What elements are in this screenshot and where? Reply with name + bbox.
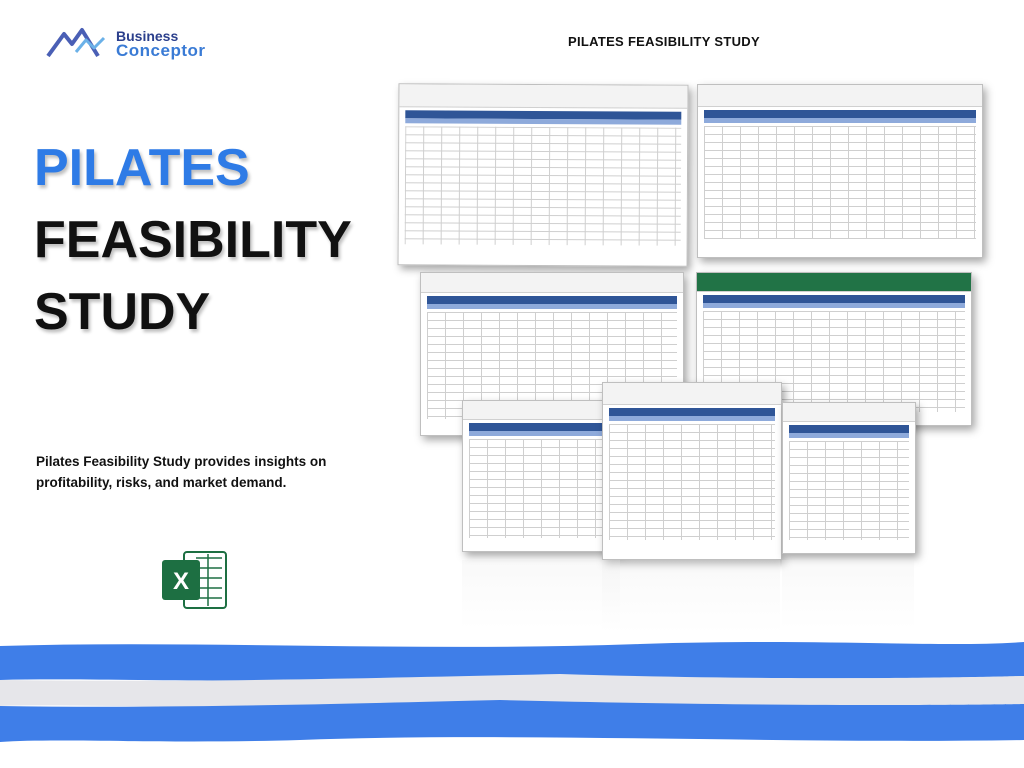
spreadsheet-screenshot-7: [782, 402, 916, 554]
hero-title: [34, 132, 352, 348]
spreadsheet-screenshot-5: [462, 400, 622, 552]
hero-title-line2: FEASIBILITY: [34, 211, 352, 269]
spreadsheet-screenshot-2: [697, 84, 983, 258]
mountain-logo-icon: [46, 26, 110, 60]
hero-title-line3: STUDY: [34, 283, 211, 341]
spreadsheet-screenshot-6: [602, 382, 782, 560]
description-text: Pilates Feasibility Study provides insights on profitability, risks, and market demand.: [36, 454, 327, 490]
brand-logo: [46, 24, 216, 60]
spreadsheet-screenshot-1: [398, 83, 689, 267]
brand-name-line1: Business: [116, 28, 179, 44]
svg-text:X: X: [172, 568, 190, 595]
hero-title-line1: PILATES: [34, 139, 250, 197]
page-header-title: PILATES FEASIBILITY STUDY: [568, 34, 760, 49]
brand-name-line2: Conceptor: [116, 41, 206, 60]
excel-icon: [158, 548, 228, 612]
decorative-stripes: [0, 618, 1024, 768]
